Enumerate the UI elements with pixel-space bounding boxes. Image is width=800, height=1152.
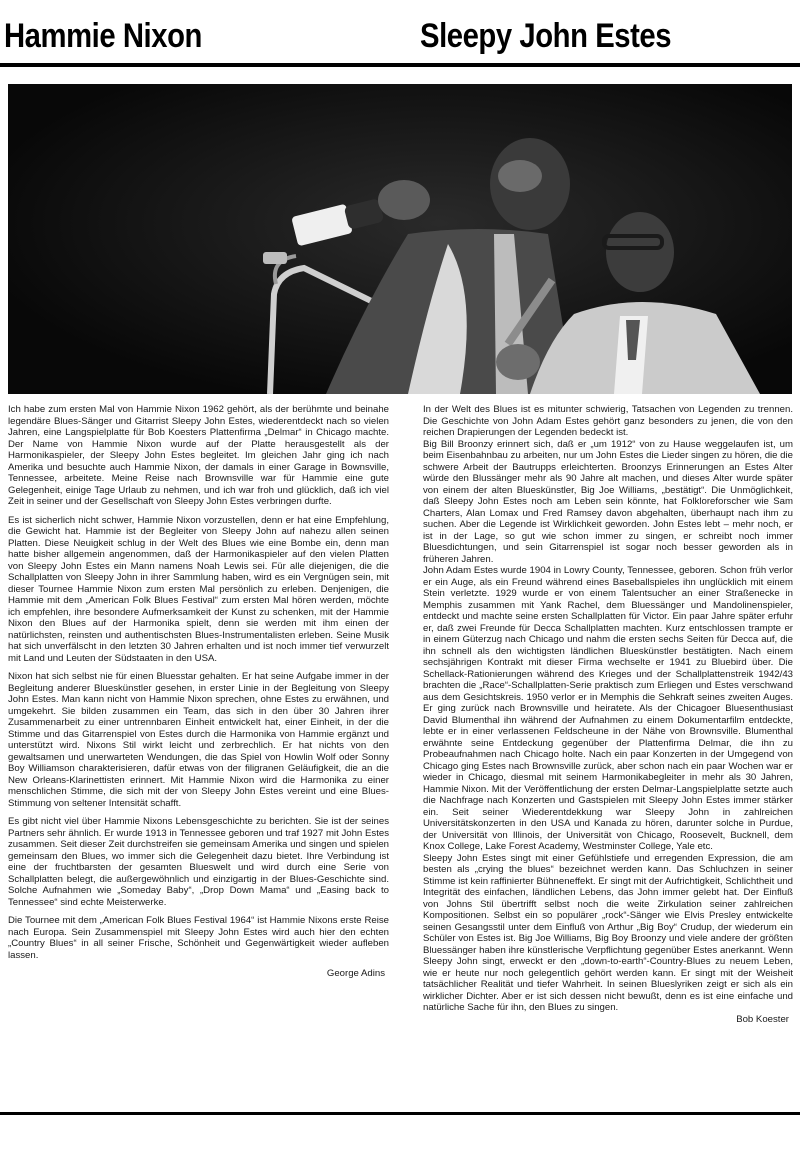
bottom-rule [0, 1112, 800, 1115]
paragraph: Nixon hat sich selbst nie für einen Bluesstar gehalten. Er hat seine Aufgabe immer in der Begleitung anderer Blueskünstler gesehen, in erster Linie in der Begleitung von Sleepy John Estes. Man kann nicht von Hammie Nixon sprechen, ohne Estes zu erwähnen, und umgekehrt. Sie bilden zusammen ein Team, das sich in den über 30 Jahren ihrer Zusammenarbeit zu einer untrennbaren Einheit entwickelt hat, einer Einheit, in der die Stimme und das Gitarrenspiel von Estes durch die Harmonika von Hammie ergänzt und unterstützt wird. Nixons Stil wirkt leicht und zerbrechlich. Er hat nichts von den gewaltsamen und unerwarteten Wendungen, die das Spiel von Howlin Wolf oder Sonny Boy Williamson charakterisieren, dafür etwas von der filigranen Geläufigkeit, die an die New Orleans-Klarinettisten erinnert. Mit Hammie Nixon wird die Harmonika zu einer menschlichen Stimme, die sich mit der von Sleepy John Estes vereint und eine Blues-Stimmung von seltener Intensität schafft. [8, 671, 389, 809]
paragraph: Sleepy John Estes singt mit einer Gefühlstiefe und erregenden Expression, die am besten als „crying the blues“ bezeichnet werden kann. Das Schluchzen in seiner Stimme ist kein raffinierter Bühneneffekt. Er singt mit der Aufrichtigkeit, Schlichtheit und Integrität des einfachen, ländlichen Lebens, das John immer gelebt hat. Der Einfluß von Johns Stil übertrifft selbst noch die weite Zirkulation seiner zahlreichen Kompositionen. Selbst ein so populärer „rock“-Sänger wie Elvis Presley entwickelte seinen Gesangsstil unter dem Einfluß von Arthur „Big Boy“ Crudup, der wiederum ein Schüler von Estes ist. Big Joe Williams, Big Boy Broonzy und viele andere der größten Bluessänger haben ihre künstlerische Verpflichtung gegenüber Estes anerkannt. Wenn Sleepy John singt, erweckt er den „down-to-earth“-Country-Blues zu neuem Leben, wie er heute nur noch gelegentlich gehört werden kann. Er singt mit der Weisheit tatsächlicher Realität und tiefer Wahrheit. In seinen Blueslyriken zeigt er sich als ein wirklicher Dichter. Aber er ist sich dessen nicht bewußt, denn es ist eine einfache und natürliche Sache für ihn, den Blues zu singen. [423, 852, 793, 1013]
author-signature: Bob Koester [736, 1013, 789, 1025]
article-sleepy-john-estes [423, 404, 793, 1025]
paragraph: John Adam Estes wurde 1904 in Lowry County, Tennessee, geboren. Schon früh verlor er ein Auge, als ein Freund während eines Baseballspieles ihn unglücklich mit einem Stein verletzte. 1929 wurde er von einem Talentsucher an einer Straßenecke in Memphis zusammen mit Yank Rachel, dem Bluessänger und Mandolinenspieler, entdeckt und machte seine ersten Schallplatten für Victor. Ein paar Jahre später erfuhr er, daß zwei Freunde für Decca Schallplatten machten. Kurz entschlossen trampte er in einem Güterzug nach Chicago und nahm die ersten sechs Seiten für Decca auf, die ihn schnell als den wichtigsten ländlichen Blueskünstler bestätigten. Nach einem sechsjährigen Kontrakt mit dieser Firma wechselte er 1941 zu Bluebird über. Die Schellack-Rationierungen während des Krieges und der Schallplattenstreik 1942/43 brachten die „Race“-Schallplatten-Serie praktisch zum Erliegen und Estes verschwand aus dem Gesichtskreis. 1950 verlor er in Memphis die Sehkraft seines zweiten Auges. Er ging zurück nach Brownsville und heiratete. Als der Chicagoer Bluesenthusiast David Blumenthal ihn während der Aufnahmen zu einem Dokumentarfilm entdeckte, lebte er in einer verlassenen Feldscheune in der Nähe von Brownsville. Blumenthal erwähnte seine Entdeckung gegenüber der Plattenfirma Delmar, die ihn zu Probeaufnahmen nach Chicago holte. Nach ein paar Konzerten in der Umgegend von Chicago ging Estes nach Brownsville zurück, aber schon nach ein paar Wochen war er wieder in Chicago, diesmal mit seinem Harmonikabegleiter in mehr als 30 Jahren, Hammie Nixon. Mit der Veröffentlichung der ersten Delmar-Langspielplatte setzte auch die Nachfrage nach Konzerten und Gastspielen mit Sleepy John Estes immer stärker ein. Seit seiner Wiederentdekkung war Sleepy John in zahlreichen Universitätskonzerten in den USA und Kanada zu hören, darunter solche in Purdue, der Universität von Illinois, der Universität von Chicago, Roosevelt, Bucknell, dem Knox College, Lake Forest Academy, Westminster College, Yale etc. [423, 565, 793, 852]
article-hammie-nixon [8, 404, 389, 980]
page-header [0, 0, 800, 68]
paragraph: In der Welt des Blues ist es mitunter schwierig, Tatsachen von Legenden zu trennen. Die Geschichte von John Adam Estes gehört ganz besonders zu jenen, die von den reichen Drapierungen der Legenden bedeckt ist. [423, 404, 793, 438]
concert-photo [8, 84, 792, 394]
title-hammie-nixon: Hammie Nixon [4, 17, 202, 55]
concert-photo-illustration [8, 84, 792, 394]
paragraph: Ich habe zum ersten Mal von Hammie Nixon 1962 gehört, als der berühmte und beinahe legendäre Blues-Sänger und Gitarrist Sleepy John Estes, wiederentdeckt nach so vielen Jahren, eine Langspielplatte für Bob Koesters Plattenfirma „Delmar“ in Chicago machte. Der Name von Hammie Nixon wurde auf der Platte herausgestellt als der Harmonikaspieler, der Sleepy John Estes begleitet. Im gleichen Jahr ging ich nach Amerika und besuchte auch Hammie Nixon, der damals in einer Garage in Bownsville, Tennessee, arbeitete. Meine Reise nach Brownsville war für Hammie eine gute Gelegenheit, einige Tage Urlaub zu nehmen, und ich war froh und glücklich, daß ich viel Zeit in seiner und der Gesellschaft von Sleepy John Estes verbringen durfte. [8, 404, 389, 507]
author-signature: George Adins [326, 968, 385, 979]
paragraph: Es ist sicherlich nicht schwer, Hammie Nixon vorzustellen, denn er hat eine Empfehlung, die Gewicht hat. Hammie ist der Begleiter von Sleepy John auf nahezu allen seinen Platten. Diese Neuigkeit schlug in der Welt des Blues wie eine Bombe ein, denn man hatte bisher allgemein angenommen, daß der Harmonikaspieler auf den vielen Platten von Sleepy John Estes ein Mann namens Noah Lewis sei. Für alle diejenigen, die die Schallplatten von Sleepy John in ihrer Sammlung haben, wird es ein Vergnügen sein, mit dieser Tournee Hammie Nixon zum ersten Mal persönlich zu erleben. Denjenigen, die Hammie mit dem „American Folk Blues Festival“ zum ersten Mal hören werden, möchte ich empfehlen, ihre besondere Aufmerksamkeit der Kunst zu schenken, mit der Hammie Nixon den Blues auf der Harmonika spielt, denn sie werden mit ihm einen der natürlichsten, reinsten und authentischsten Blues-Instrumentalisten erleben. Seine Musik hat sich unverfälscht in den letzten 30 Jahren erhalten und ist noch immer tief verwurzelt mit Land und Leuten der Südstaaten in den USA. [8, 514, 389, 664]
paragraph: Die Tournee mit dem „American Folk Blues Festival 1964“ ist Hammie Nixons erste Reise nach Europa. Sein Zusammenspiel mit Sleepy John Estes wird auch hier den echten „Country Blues“ in all seiner Frische, Schönheit und Gegenwärtigkeit wieder aufleben lassen. [8, 915, 389, 961]
title-sleepy-john-estes: Sleepy John Estes [420, 17, 672, 55]
paragraph: Big Bill Broonzy erinnert sich, daß er „um 1912“ von zu Hause weggelaufen ist, um beim Eisenbahnbau zu arbeiten, nur um John Estes die Lieder singen zu hören, die die schwere Arbeit der Bautrupps erleichterten. Broonzys Erinnerungen an Estes Alter würde den Blussänger mehr als 90 Jahre alt machen, und dieses Alter wurde später von einem der alten Blueskünstler, Big Joe Williams, „bestätigt“. Die Unmöglichkeit, daß Sleepy John Estes noch am Leben sein könnte, hat Folkloreforscher wie Sam Charters, Alan Lomax und Fred Ramsey davon abgehalten, überhaupt nach ihm zu suchen. Aber die Legende ist Wirklichkeit geworden. John Estes lebt – mehr noch, er ist in der Lage, so gut wie schon immer zu singen, er schreibt noch immer Bluesdichtungen, und sein Gitarrenspiel ist sogar noch besser geworden als in früheren Jahren. [423, 438, 793, 565]
top-rule [0, 63, 800, 67]
paragraph: Es gibt nicht viel über Hammie Nixons Lebensgeschichte zu berichten. Sie ist der seines Partners sehr ähnlich. Er wurde 1913 in Tennessee geboren und traf 1927 mit John Estes zusammen. Seit dieser Zeit durchstreifen sie gemeinsam Amerika und singen und spielen gemeinsam den Blues, wo immer sich die Gelegenheit dazu bietet. Ihre Verbindung ist eine der fruchtbarsten der gesamten Blueswelt und wird durch eine Serie von Schallplatten belegt, die außergewöhnlich und einzigartig in der Blues-Geschichte sind. Solche Aufnahmen wie „Someday Baby“, „Drop Down Mama“ und „Easing back to Tennessee“ sind echte Meisterwerke. [8, 816, 389, 908]
